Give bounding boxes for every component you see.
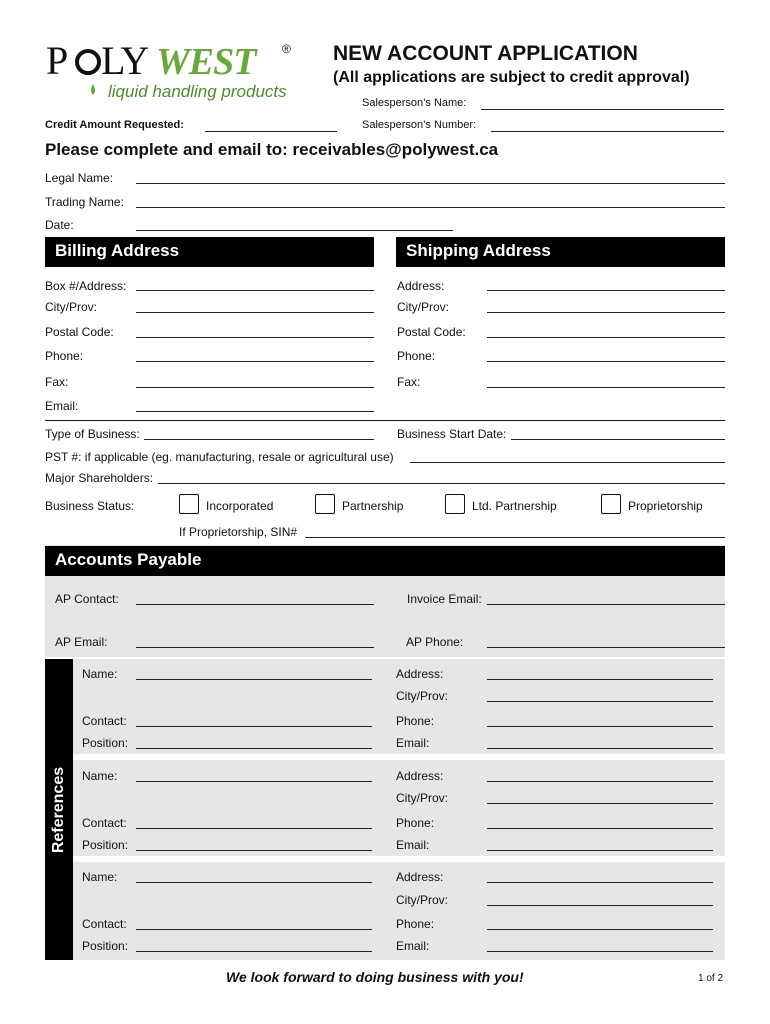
ap-contact-field[interactable] xyxy=(136,604,374,605)
billing-email-label: Email: xyxy=(45,399,79,413)
ref1-contact-label: Contact: xyxy=(82,714,127,728)
ref1-position-field[interactable] xyxy=(136,748,372,749)
legal-name-field[interactable] xyxy=(136,183,725,184)
page-number: 1 of 2 xyxy=(698,973,724,984)
partnership-checkbox[interactable] xyxy=(315,494,335,514)
ref2-position-field[interactable] xyxy=(136,850,372,851)
ap-phone-field[interactable] xyxy=(487,647,725,648)
pst-field[interactable] xyxy=(410,462,725,463)
ref2-contact-label: Contact: xyxy=(82,816,127,830)
ref2-name-label: Name: xyxy=(82,769,118,783)
ref2-address-label: Address: xyxy=(396,769,444,783)
shipping-fax-label: Fax: xyxy=(397,375,421,389)
type-of-business-label: Type of Business: xyxy=(45,427,140,441)
trading-name-field[interactable] xyxy=(136,207,725,208)
billing-phone-label: Phone: xyxy=(45,349,84,363)
footer-tagline: We look forward to doing business with you! xyxy=(226,969,524,985)
billing-postal-code-label: Postal Code: xyxy=(45,325,114,339)
references-heading: References xyxy=(50,766,67,854)
ref3-email-field[interactable] xyxy=(487,951,713,952)
credit-amount-label: Credit Amount Requested: xyxy=(45,119,184,131)
incorporated-option-label: Incorporated xyxy=(206,499,274,513)
pst-label: PST #: if applicable (eg. manufacturing, resale or agricultural use) xyxy=(45,450,394,464)
billing-box-address-label: Box #/Address: xyxy=(45,279,127,293)
invoice-email-label: Invoice Email: xyxy=(407,592,482,606)
billing-email-field[interactable] xyxy=(136,411,374,412)
legal-name-label: Legal Name: xyxy=(45,171,114,185)
svg-text:WEST: WEST xyxy=(156,41,256,83)
registered-mark: ® xyxy=(282,42,291,56)
shipping-phone-label: Phone: xyxy=(397,349,436,363)
proprietorship-option-label: Proprietorship xyxy=(628,499,703,513)
svg-text:P: P xyxy=(46,38,68,83)
shipping-city-prov-field[interactable] xyxy=(487,312,725,313)
ref2-city-prov-field[interactable] xyxy=(487,803,713,804)
salesperson-number-label: Salesperson’s Number: xyxy=(362,119,477,131)
billing-address-heading: Billing Address xyxy=(45,237,374,267)
shipping-postal-code-label: Postal Code: xyxy=(397,325,466,339)
ref3-position-label: Position: xyxy=(82,939,129,953)
ref1-city-prov-label: City/Prov: xyxy=(396,689,449,703)
accounts-payable-heading: Accounts Payable xyxy=(45,546,725,576)
ref3-email-label: Email: xyxy=(396,939,430,953)
shipping-city-prov-label: City/Prov: xyxy=(397,300,450,314)
invoice-email-field[interactable] xyxy=(487,604,725,605)
ref3-contact-field[interactable] xyxy=(136,929,372,930)
shipping-phone-field[interactable] xyxy=(487,361,725,362)
billing-fax-label: Fax: xyxy=(45,375,69,389)
logo-tagline: liquid handling products xyxy=(108,82,287,101)
ref1-city-prov-field[interactable] xyxy=(487,701,713,702)
ref3-phone-field[interactable] xyxy=(487,929,713,930)
ref2-address-field[interactable] xyxy=(487,781,713,782)
shipping-fax-field[interactable] xyxy=(487,387,725,388)
ap-email-field[interactable] xyxy=(136,647,374,648)
billing-box-address-field[interactable] xyxy=(136,290,374,291)
major-shareholders-label: Major Shareholders: xyxy=(45,471,154,485)
salesperson-name-label: Salesperson’s Name: xyxy=(362,97,467,109)
company-logo xyxy=(44,36,294,104)
proprietorship-checkbox[interactable] xyxy=(601,494,621,514)
business-start-date-field[interactable] xyxy=(511,439,725,440)
ref1-contact-field[interactable] xyxy=(136,726,372,727)
ref3-city-prov-label: City/Prov: xyxy=(396,893,449,907)
ref1-phone-field[interactable] xyxy=(487,726,713,727)
billing-city-prov-label: City/Prov: xyxy=(45,300,98,314)
trading-name-label: Trading Name: xyxy=(45,195,124,209)
date-field[interactable] xyxy=(136,230,453,231)
ref2-city-prov-label: City/Prov: xyxy=(396,791,449,805)
billing-postal-code-field[interactable] xyxy=(136,337,374,338)
ref2-contact-field[interactable] xyxy=(136,828,372,829)
ref2-phone-field[interactable] xyxy=(487,828,713,829)
date-label: Date: xyxy=(45,218,74,232)
form-subtitle: (All applications are subject to credit approval) xyxy=(333,69,690,86)
ref2-name-field[interactable] xyxy=(136,781,372,782)
ref2-position-label: Position: xyxy=(82,838,129,852)
ref1-phone-label: Phone: xyxy=(396,714,435,728)
ap-phone-label: AP Phone: xyxy=(406,635,464,649)
incorporated-checkbox[interactable] xyxy=(179,494,199,514)
ref1-email-field[interactable] xyxy=(487,748,713,749)
sin-label: If Proprietorship, SIN# xyxy=(179,525,298,539)
ref1-email-label: Email: xyxy=(396,736,430,750)
major-shareholders-field[interactable] xyxy=(158,483,725,484)
ap-contact-label: AP Contact: xyxy=(55,592,119,606)
ltd-partnership-option-label: Ltd. Partnership xyxy=(472,499,557,513)
shipping-address-heading: Shipping Address xyxy=(396,237,725,267)
ref1-name-field[interactable] xyxy=(136,679,372,680)
ap-email-label: AP Email: xyxy=(55,635,108,649)
ref2-email-field[interactable] xyxy=(487,850,713,851)
shipping-postal-code-field[interactable] xyxy=(487,337,725,338)
ref1-address-label: Address: xyxy=(396,667,444,681)
partnership-option-label: Partnership xyxy=(342,499,404,513)
billing-fax-field[interactable] xyxy=(136,387,374,388)
ltd-partnership-checkbox[interactable] xyxy=(445,494,465,514)
ref3-phone-label: Phone: xyxy=(396,917,435,931)
type-of-business-field[interactable] xyxy=(144,439,374,440)
business-status-label: Business Status: xyxy=(45,499,135,513)
billing-city-prov-field[interactable] xyxy=(136,312,374,313)
salesperson-number-field[interactable] xyxy=(491,131,724,132)
ref1-name-label: Name: xyxy=(82,667,118,681)
ref3-address-field[interactable] xyxy=(487,882,713,883)
salesperson-name-field[interactable] xyxy=(481,109,724,110)
billing-phone-field[interactable] xyxy=(136,361,374,362)
ref2-phone-label: Phone: xyxy=(396,816,435,830)
ref3-name-label: Name: xyxy=(82,870,118,884)
ref3-address-label: Address: xyxy=(396,870,444,884)
instruction-text: Please complete and email to: receivables@polywest.ca xyxy=(45,140,499,159)
ref3-name-field[interactable] xyxy=(136,882,372,883)
credit-amount-field[interactable] xyxy=(205,131,337,132)
shipping-address-field[interactable] xyxy=(487,290,725,291)
ref1-address-field[interactable] xyxy=(487,679,713,680)
business-start-date-label: Business Start Date: xyxy=(397,427,507,441)
svg-text:LY: LY xyxy=(101,38,149,83)
ref3-contact-label: Contact: xyxy=(82,917,127,931)
form-title: NEW ACCOUNT APPLICATION xyxy=(333,42,638,65)
sin-field[interactable] xyxy=(305,537,725,538)
ref3-position-field[interactable] xyxy=(136,951,372,952)
ref2-email-label: Email: xyxy=(396,838,430,852)
section-divider xyxy=(45,420,725,421)
ref1-position-label: Position: xyxy=(82,736,129,750)
ref3-city-prov-field[interactable] xyxy=(487,905,713,906)
shipping-address-label: Address: xyxy=(397,279,445,293)
